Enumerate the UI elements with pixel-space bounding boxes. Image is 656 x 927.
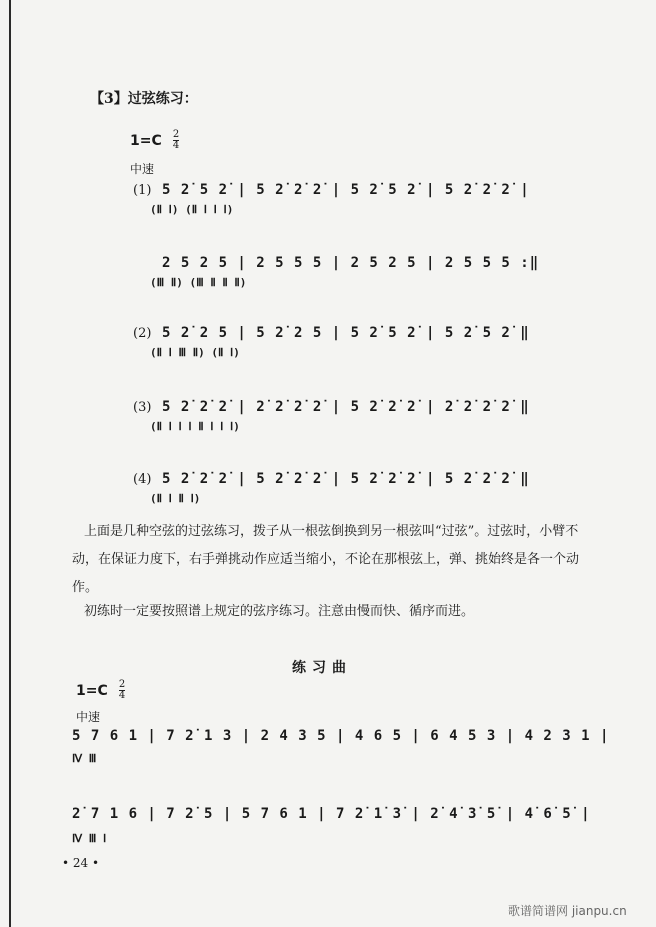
notation-row: 5 2̇ 2 5 | 5 2̇ 2 5 | 5 2̇ 5 2̇ | 5 2̇ 5 2̇ ‖ (162, 325, 530, 341)
string-indication: (Ⅲ Ⅱ) (Ⅲ Ⅱ Ⅱ Ⅱ) (150, 276, 247, 289)
key-label: 1=C (130, 133, 162, 149)
notation-row: 5 7 6 1 | 7 2̇ 1 3 | 2 4 3 5 | 4 6 5 | 6 4 5 3 | 4 2 3 1 | (72, 728, 610, 744)
row-label: (2) (133, 326, 152, 341)
string-indication: (Ⅱ Ⅰ Ⅰ Ⅰ Ⅱ Ⅰ Ⅰ Ⅰ) (150, 420, 240, 433)
string-indication: Ⅳ Ⅲ Ⅰ (72, 832, 107, 845)
notation-row: 5 2̇ 5 2̇ | 5 2̇ 2̇ 2̇ | 5 2̇ 5 2̇ | 5 2̇ 2̇ 2̇ | (162, 182, 530, 198)
time-denominator: 4 (172, 140, 180, 151)
piece-key-signature (76, 680, 125, 701)
instruction-paragraph: 初练时一定要按照谱上规定的弦序练习。注意由慢而快、循序而进。 (84, 604, 475, 619)
string-indication: Ⅳ Ⅲ (72, 752, 97, 765)
time-signature (119, 680, 125, 701)
row-label: (4) (133, 472, 152, 487)
watermark: 歌谱简谱网 jianpu.cn (508, 904, 627, 918)
time-signature (173, 130, 179, 151)
exercise-key-signature (130, 130, 179, 151)
explanation-paragraph: 上面是几种空弦的过弦练习，拨子从一根弦倒换到另一根弦叫“过弦”。过弦时，小臂不动，在保证力度下，右手弹挑动作应适当缩小，不论在那根弦上，弹、挑始终是各一个动作。 (72, 524, 580, 595)
notation-row: 5 2̇ 2̇ 2̇ | 2̇ 2̇ 2̇ 2̇ | 5 2̇ 2̇ 2̇ | 2̇ 2̇ 2̇ 2̇ ‖ (162, 399, 530, 415)
notation-row: 5 2̇ 2̇ 2̇ | 5 2̇ 2̇ 2̇ | 5 2̇ 2̇ 2̇ | 5 2̇ 2̇ 2̇ ‖ (162, 471, 530, 487)
binding-margin-line (9, 0, 11, 927)
time-numerator: 2 (172, 129, 180, 140)
exercise-tempo: 中速 (130, 162, 155, 176)
piece-tempo: 中速 (76, 710, 101, 724)
row-label: (3) (133, 400, 152, 415)
piece-title: 练习曲 (292, 660, 352, 676)
row-label: (1) (133, 183, 152, 198)
string-indication: (Ⅱ Ⅰ) (Ⅱ Ⅰ Ⅰ Ⅰ) (150, 203, 234, 216)
section-title: 【3】过弦练习： (90, 91, 198, 107)
time-numerator: 2 (118, 679, 126, 690)
string-indication: (Ⅱ Ⅰ Ⅱ Ⅰ) (150, 492, 201, 505)
page-number: • 24 • (62, 856, 100, 870)
notation-row: 2̇ 7 1 6 | 7 2̇ 5 | 5 7 6 1 | 7 2̇ 1̇ 3̇ | 2̇ 4̇ 3̇ 5̇ | 4̇ 6̇ 5̇ | (72, 806, 591, 822)
string-indication: (Ⅱ Ⅰ Ⅲ Ⅱ) (Ⅱ Ⅰ) (150, 346, 240, 359)
key-label: 1=C (76, 683, 108, 699)
time-denominator: 4 (118, 690, 126, 701)
notation-row: 2 5 2 5 | 2 5 5 5 | 2 5 2 5 | 2 5 5 5 :‖ (162, 255, 540, 271)
